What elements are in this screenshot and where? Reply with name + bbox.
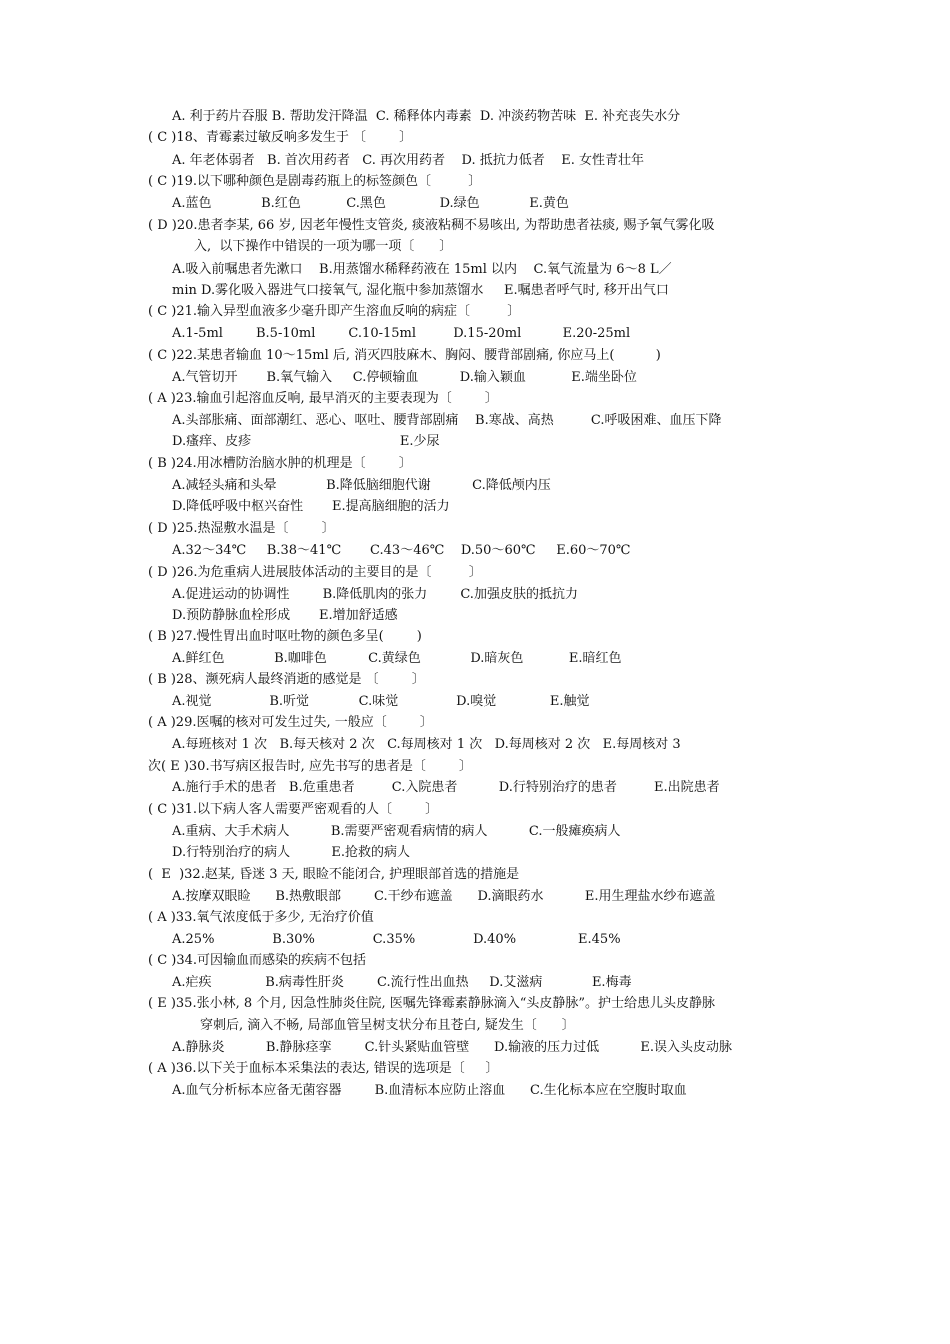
text-line: A.32～34℃ B.38～41℃ C.43～46℃ D.50～60℃ E.60～70℃ — [172, 543, 631, 558]
text-line: ( C )34.可因输血而感染的疾病不包括 — [148, 953, 367, 968]
text-line: A.减轻头痛和头晕 B.降低脑细胞代谢 C.降低颅内压 — [172, 478, 551, 493]
text-line: A. 利于药片吞服 B. 帮助发汗降温 C. 稀释体内毒素 D. 冲淡药物苦味 E. 补充丧失水分 — [172, 109, 681, 124]
text-line: A.每班核对 1 次 B.每天核对 2 次 C.每周核对 1 次 D.每周核对 2 次 E.每周核对 3 — [172, 737, 681, 752]
text-line: ( D )25.热湿敷水温是〔 〕 — [148, 521, 335, 536]
text-line: ( A )36.以下关于血标本采集法的表达, 错误的选项是〔 〕 — [148, 1061, 499, 1076]
text-line: D.瘙痒、皮疹 E.少尿 — [172, 434, 440, 449]
text-line: ( C )31.以下病人客人需要严密观看的人〔 〕 — [148, 802, 439, 817]
text-line: A.重病、大手术病人 B.需要严密观看病情的病人 C.一般瘫痪病人 — [172, 824, 621, 839]
text-line: A. 年老体弱者 B. 首次用药者 C. 再次用药者 D. 抵抗力低者 E. 女性青壮年 — [172, 153, 645, 168]
text-line: ( E )35.张小林, 8 个月, 因急性肺炎住院, 医嘱先锋霉素静脉滴入“头皮静脉”。护士给患儿头皮静脉 — [148, 996, 716, 1011]
text-line: ( C )21.输入异型血液多少毫升即产生溶血反响的病症〔 〕 — [148, 304, 521, 319]
text-line: ( B )27.慢性胃出血时呕吐物的颜色多呈( ) — [148, 629, 422, 644]
text-line: ( E )32.赵某, 昏迷 3 天, 眼睑不能闭合, 护理眼部首选的措施是 — [148, 867, 520, 882]
text-line: ( B )24.用冰槽防治脑水肿的机理是〔 〕 — [148, 456, 412, 471]
text-line: A.25% B.30% C.35% D.40% E.45% — [172, 932, 621, 947]
text-line: 入, 以下操作中错误的一项为哪一项〔 〕 — [194, 239, 453, 254]
text-line: ( A )29.医嘱的核对可发生过失, 一般应〔 〕 — [148, 715, 433, 730]
text-line: A.静脉炎 B.静脉痉挛 C.针头紧贴血管壁 D.输液的压力过低 E.误入头皮动脉 — [172, 1040, 733, 1055]
text-line: ( D )20.患者李某, 66 岁, 因老年慢性支管炎, 痰液粘稠不易咳出, 为帮助患者祛痰, 赐予氧气雾化吸 — [148, 218, 715, 233]
text-line: A.1-5ml B.5-10ml C.10-15ml D.15-20ml E.20-25ml — [172, 326, 631, 341]
text-line: A.视觉 B.听觉 C.味觉 D.嗅觉 E.触觉 — [172, 694, 590, 709]
text-line: ( A )23.输血引起溶血反响, 最早消灭的主要表现为〔 〕 — [148, 391, 498, 406]
text-line: A.促进运动的协调性 B.降低肌肉的张力 C.加强皮肤的抵抗力 — [172, 587, 578, 602]
text-line: A.气管切开 B.氧气输入 C.停顿输血 D.输入颖血 E.端坐卧位 — [172, 370, 637, 385]
text-line: A.施行手术的患者 B.危重患者 C.入院患者 D.行特别治疗的患者 E.出院患者 — [172, 780, 720, 795]
text-line: A.头部胀痛、面部潮红、恶心、呕吐、腰背部剧痛 B.寒战、高热 C.呼吸困难、血压下降 — [172, 413, 722, 428]
text-line: A.鲜红色 B.咖啡色 C.黄绿色 D.暗灰色 E.暗红色 — [172, 651, 622, 666]
text-line: 穿刺后, 滴入不畅, 局部血管呈树支状分布且苍白, 疑发生〔 〕 — [200, 1018, 575, 1033]
text-line: D.预防静脉血栓形成 E.增加舒适感 — [172, 608, 398, 623]
text-line: ( C )22.某患者输血 10～15ml 后, 消灭四肢麻木、胸闷、腰背部剧痛, 你应马上( ) — [148, 348, 661, 363]
text-line: ( D )26.为危重病人进展肢体活动的主要目的是〔 〕 — [148, 565, 482, 580]
text-line: A.疟疾 B.病毒性肝炎 C.流行性出血热 D.艾滋病 E.梅毒 — [172, 975, 632, 990]
text-line: ( A )33.氧气浓度低于多少, 无治疗价值 — [148, 910, 374, 925]
text-line: min D.雾化吸入器进气口接氧气, 湿化瓶中参加蒸馏水 E.嘱患者呼气时, 移开出气口 — [172, 283, 669, 298]
text-line: D.行特别治疗的病人 E.抢救的病人 — [172, 845, 411, 860]
text-line: ( B )28、濒死病人最终消逝的感觉是 〔 〕 — [148, 672, 425, 687]
text-line: A.吸入前嘱患者先漱口 B.用蒸馏水稀释药液在 15ml 以内 C.氧气流量为 6～8 L／ — [172, 262, 672, 277]
text-line: 次( E )30.书写病区报告时, 应先书写的患者是〔 〕 — [148, 759, 472, 774]
text-line: ( C )18、青霉素过敏反响多发生于 〔 〕 — [148, 130, 413, 145]
text-line: A.蓝色 B.红色 C.黑色 D.绿色 E.黄色 — [172, 196, 569, 211]
text-line: ( C )19.以下哪种颜色是剧毒药瓶上的标签颜色〔 〕 — [148, 174, 482, 189]
text-line: A.血气分析标本应备无菌容器 B.血清标本应防止溶血 C.生化标本应在空腹时取血 — [172, 1083, 687, 1098]
text-line: D.降低呼吸中枢兴奋性 E.提高脑细胞的活力 — [172, 499, 450, 514]
text-line: A.按摩双眼睑 B.热敷眼部 C.干纱布遮盖 D.滴眼药水 E.用生理盐水纱布遮盖 — [172, 889, 716, 904]
